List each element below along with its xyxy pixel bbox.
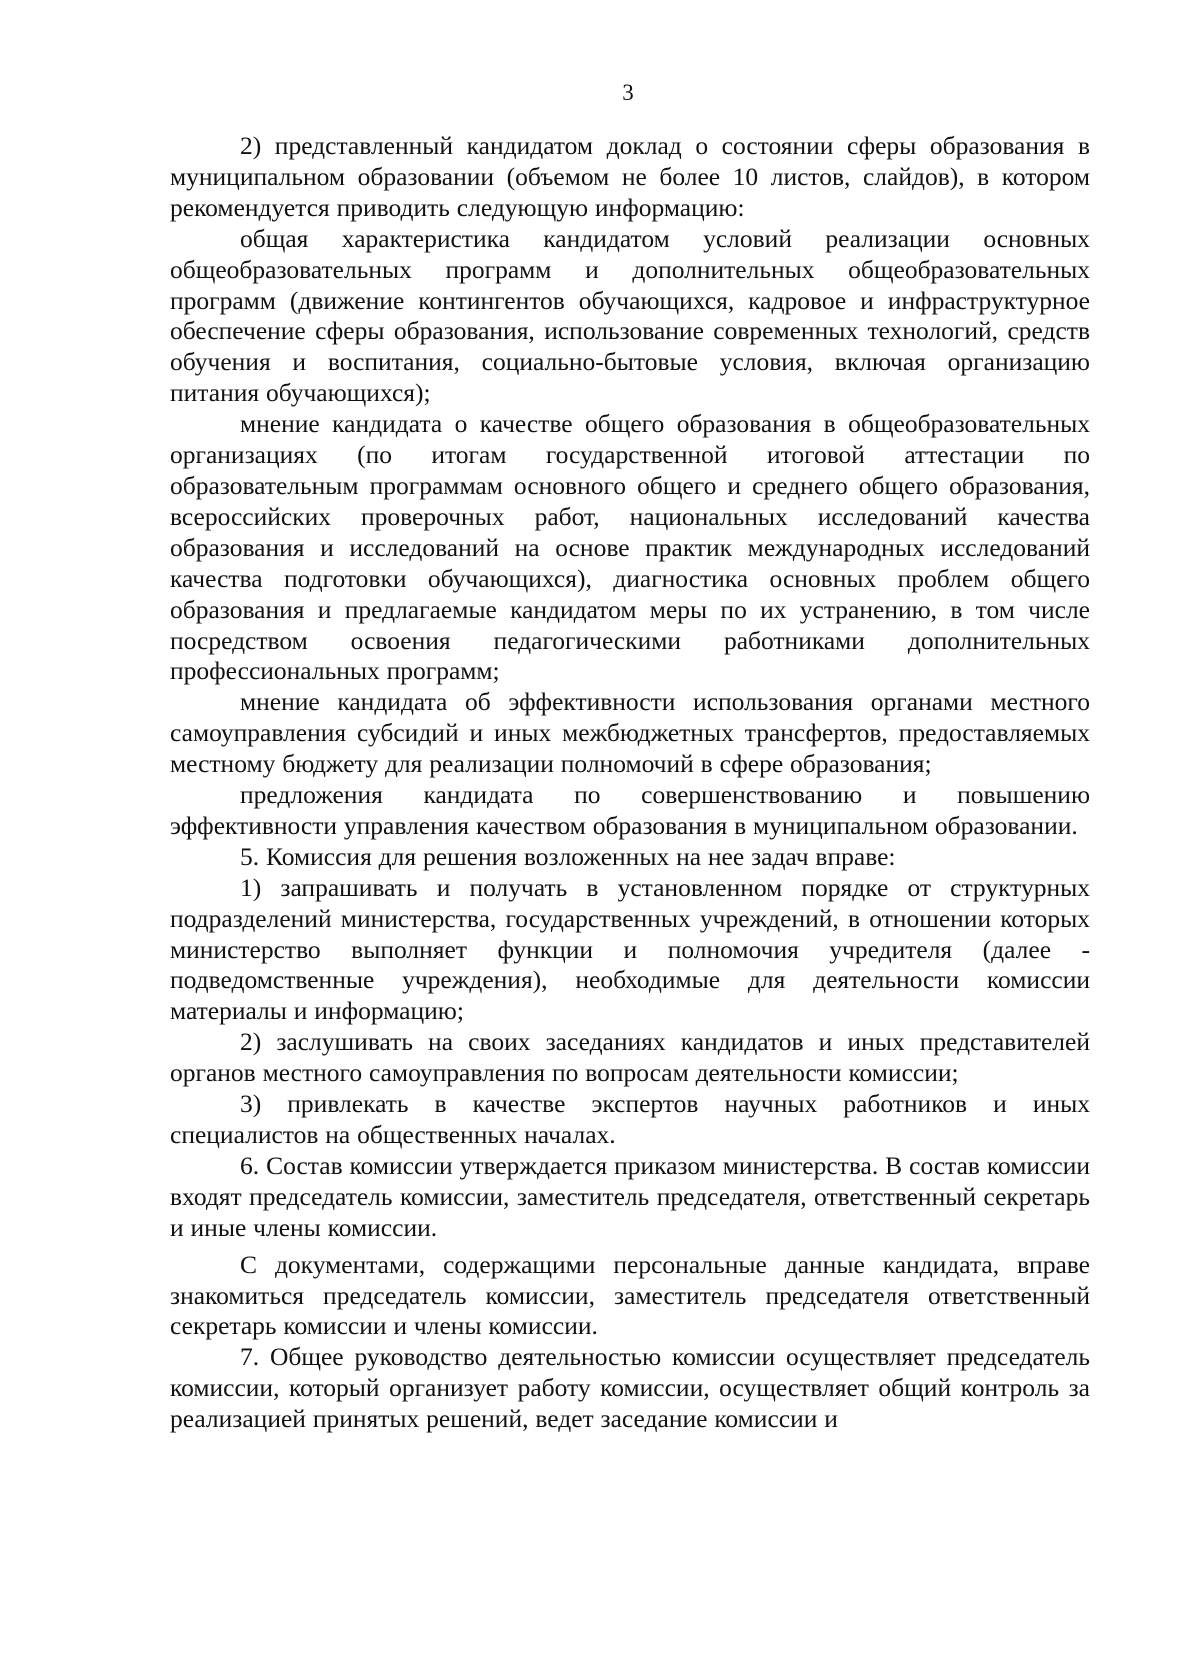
paragraph-commission-composition: 6. Состав комиссии утверждается приказом министерства. В состав комиссии входят председатель комиссии, заместитель председателя, ответственный секретарь и иные члены комиссии.	[170, 1150, 1090, 1242]
paragraph-general-management: 7. Общее руководство деятельностью комиссии осуществляет председатель комиссии, который организует работу комиссии, осуществляет общий контроль за реализацией принятых решений, ведет заседание комиссии и	[170, 1342, 1090, 1434]
paragraph-general-characteristics: общая характеристика кандидатом условий реализации основных общеобразовательных программ и дополнительных общеобразовательных программ (движение контингентов обучающихся, кадровое и инфраструктурное обеспечение сферы образования, использование современных технологий, средств обучения и воспитания, социально-бытовые условия, включая организацию питания обучающихся);	[170, 223, 1090, 408]
paragraph-commission-rights: 5. Комиссия для решения возложенных на нее задач вправе:	[240, 841, 896, 871]
paragraph-subsidies-opinion: мнение кандидата об эффективности использования органами местного самоуправления субсидий и иных межбюджетных трансфертов, предоставляемых местному бюджету для реализации полномочий в сфере образования;	[170, 687, 1090, 779]
paragraph-quality-opinion: мнение кандидата о качестве общего образования в общеобразовательных организациях (по итогам государственной итоговой аттестации по образовательным программам основного общего и среднего общего образования, всероссийских проверочных работ, национальных исследований качества образования и исследований на основе практик международных исследований качества подготовки обучающихся), диагностика основных проблем общего образования и предлагаемые кандидатом меры по их устранению, в том числе посредством освоения педагогическими работниками дополнительных профессиональных программ;	[170, 409, 1090, 686]
paragraph-report-item: 2) представленный кандидатом доклад о состоянии сферы образования в муниципальном образовании (объемом не более 10 листов, слайдов), в котором рекомендуется приводить следующую информацию:	[170, 131, 1090, 222]
document-body	[170, 131, 1090, 1435]
paragraph-hear-candidates: 2) заслушивать на своих заседаниях кандидатов и иных представителей органов местного самоуправления по вопросам деятельности комиссии;	[170, 1027, 1090, 1088]
paragraph-involve-experts: 3) привлекать в качестве экспертов научных работников и иных специалистов на общественных началах.	[170, 1089, 1090, 1149]
page-number: 3	[622, 80, 634, 105]
paragraph-improvement-proposals: предложения кандидата по совершенствованию и повышению эффективности управления качеством образования в муниципальном образовании.	[170, 780, 1090, 840]
paragraph-personal-data-access: С документами, содержащими персональные данные кандидата, вправе знакомиться председатель комиссии, заместитель председателя ответственный секретарь комиссии и члены комиссии.	[170, 1249, 1090, 1341]
paragraph-request-information: 1) запрашивать и получать в установленном порядке от структурных подразделений министерства, государственных учреждений, в отношении которых министерство выполняет функции и полномочия учредителя (далее - подведомственные учреждения), необходимые для деятельности комиссии материалы и информацию;	[170, 872, 1090, 1026]
